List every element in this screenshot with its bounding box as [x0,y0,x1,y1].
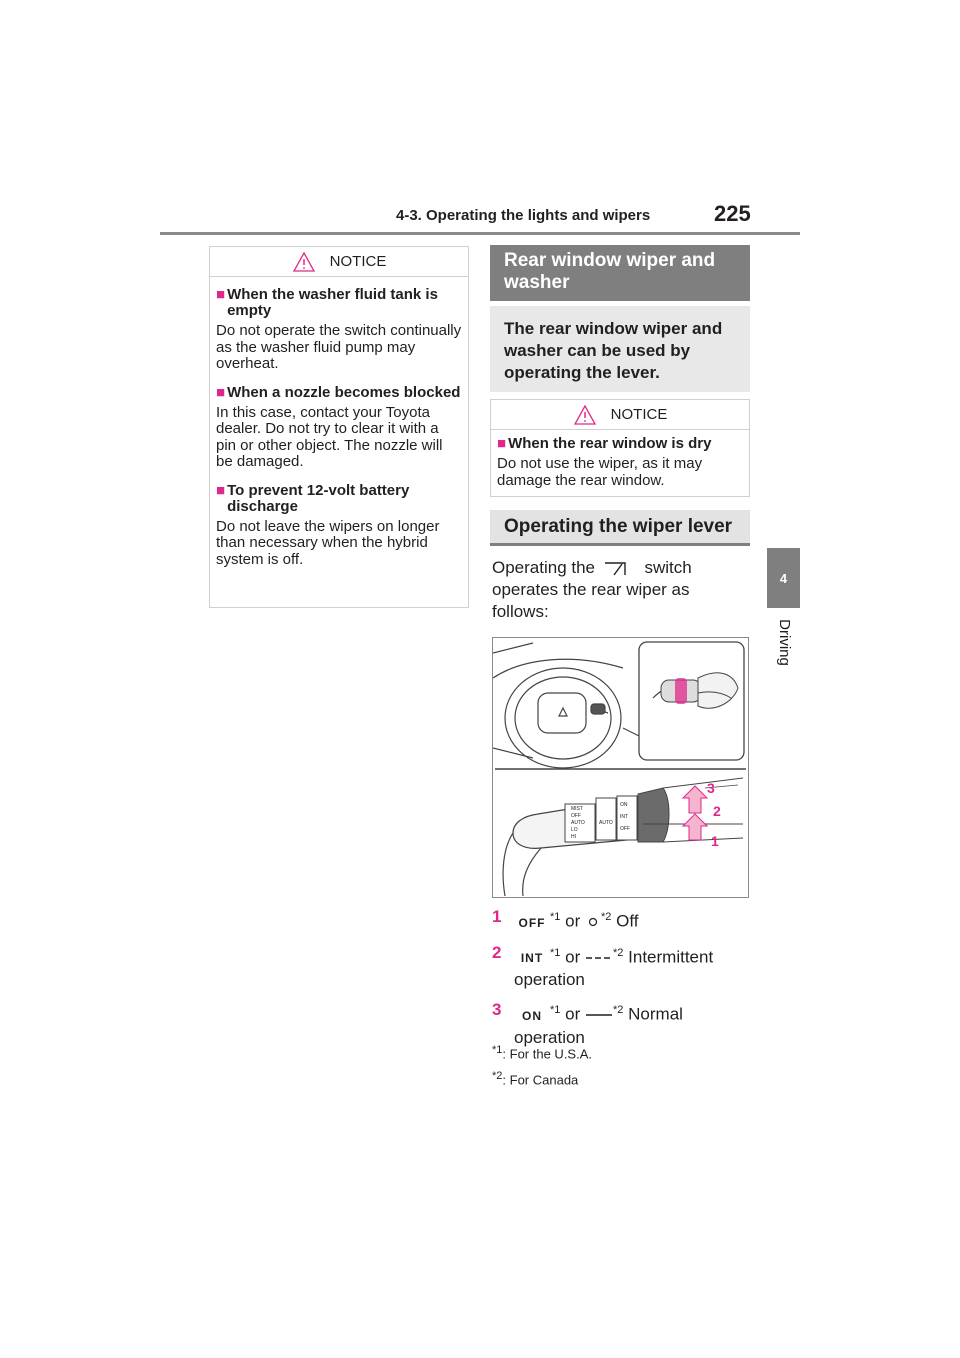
wiper-lever-illustration [493,638,748,897]
lever-mark: LO [571,827,578,833]
on-symbol: ON [522,1008,542,1023]
square-bullet-icon: ■ [216,286,226,303]
notice-text: Do not use the wiper, as it may damage the rear window. [497,455,703,489]
notice-body [210,277,468,576]
section-title: 4-3. Operating the lights and wipers [396,207,651,224]
footnotes [492,1039,592,1092]
ring-mark: OFF [620,826,630,832]
ring-mark: INT [620,814,629,820]
step-number: 3 [492,1000,502,1020]
off-circle-icon [585,916,601,928]
chapter-name: Driving [775,618,793,666]
body-paragraph: Operating the switch operates the rear wiper as follows: [492,558,692,621]
rear-wiper-icon [600,560,640,578]
chapter-name-area [766,612,802,672]
warning-triangle-icon [573,404,597,426]
steps-list [492,906,752,1057]
header-rule [160,232,800,235]
inset-closeup [639,642,744,760]
notice-heading: ■ When the rear window is dry [497,435,712,452]
callout-1: 1 [711,833,719,849]
notice-text: Do not leave the wipers on longer than necessary when the hybrid system is off. [216,517,440,568]
section-heading-wiper-lever: Operating the wiper lever [490,510,750,546]
footnote: $^{*1}$: For the U.S.A. [492,1044,592,1062]
ring-mark: ON [620,802,628,808]
step-number: 1 [492,907,502,926]
lever-mark: MIST [571,806,583,812]
lever-mark: HI [571,834,576,840]
int-symbol: INT [520,951,544,966]
wiper-lever-figure [492,637,749,898]
lever-mark: OFF [571,813,581,819]
square-bullet-icon: ■ [497,435,507,452]
list-item: 3 ON $^{*1}$ or $^{*2}$ Normal operation [492,1000,683,1047]
notice-body [491,430,749,497]
notice-heading: ■ When the washer fluid tank is empty [216,286,438,319]
page-number: 225 [714,201,751,226]
section-heading-rear-wiper: Rear window wiper and washer [490,245,750,301]
notice-label: NOTICE [610,406,668,423]
notice-heading: ■ To prevent 12-volt battery discharge [216,481,410,515]
notice-header [491,400,749,430]
chapter-tab[interactable] [767,548,800,608]
notice-box-left [209,246,469,608]
footnote: $^{*2}$: For Canada [492,1070,579,1088]
warning-triangle-icon [292,251,316,273]
notice-text: In this case, contact your Toyota dealer. Do not try to clear it with a pin or other object. The nozzle will be damaged. [216,403,443,470]
step-number: 2 [492,942,502,962]
callout-3: 3 [707,780,715,796]
lever-mark: AUTO [571,820,585,826]
callout-2: 2 [713,803,721,819]
square-bullet-icon: ■ [216,383,226,401]
dashed-line-icon [585,953,613,963]
list-item: 1 OFF $^{*1}$ or $^{*2}$ Off [492,906,752,934]
notice-text: Do not operate the switch continually as the washer fluid pump may overheat. [216,322,462,372]
off-symbol: OFF [518,915,546,930]
steering-wheel-illustration [493,643,643,768]
square-bullet-icon: ■ [216,481,226,499]
solid-line-icon [585,1010,613,1020]
lead-text-box: The rear window wiper and washer can be used by operating the lever. [490,306,750,392]
list-item: 2 INT $^{*1}$ or $^{*2}$ Intermittent operation [492,942,714,990]
notice-box-right [490,399,750,497]
chapter-number: 4 [779,570,788,586]
notice-heading: ■ When a nozzle becomes blocked [216,383,461,401]
auto-mark: AUTO [599,820,613,826]
notice-label: NOTICE [329,253,387,270]
notice-header [210,247,468,277]
